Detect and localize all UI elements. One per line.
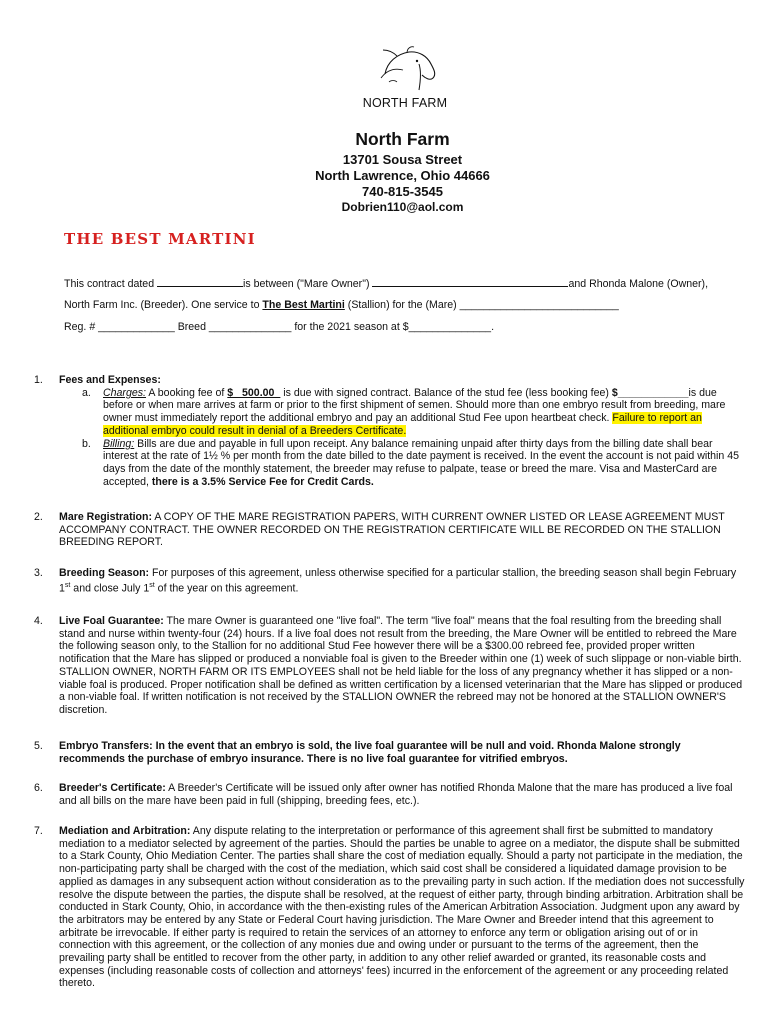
subsection-billing: [59, 438, 746, 489]
contract-date-label: This contract dated: [64, 278, 155, 290]
section-number: 4.: [34, 615, 43, 627]
highlighted-warning: Failure to report an additional embryo could result in denial of a Breeders Certificate.: [103, 412, 702, 437]
logo-wordmark: NORTH FARM: [362, 96, 448, 110]
billing-title: Billing:: [103, 437, 135, 450]
north-farm-logo: [355, 44, 455, 116]
subsection-charges: [59, 387, 746, 438]
service-label: North Farm Inc. (Breeder). One service to: [64, 299, 260, 311]
section-number: 1.: [34, 374, 43, 386]
reg-number-field[interactable]: _____________: [98, 321, 175, 333]
section-text: of the year on this agreement.: [154, 582, 299, 595]
section-text: In the event that an embryo is sold, the live foal guarantee will be null and void. Rhonda Malone strongly recommends the purchase of embryo insurance. There is no live foal guarantee for vitrified embryos.: [59, 740, 681, 765]
section-title: Fees and Expenses:: [59, 374, 161, 386]
section-number: 7.: [34, 825, 43, 837]
contract-line-1: [64, 277, 708, 290]
section-title: Mediation and Arbitration:: [59, 825, 191, 837]
credit-card-fee-note: there is a 3.5% Service Fee for Credit Cards.: [151, 475, 374, 488]
section-title: Embryo Transfers:: [59, 740, 153, 752]
contract-line-2: [64, 299, 619, 311]
street-address: 13701 Sousa Street: [342, 152, 463, 167]
reg-label: Reg. #: [64, 321, 99, 333]
season-price-field[interactable]: ______________.: [408, 321, 495, 333]
mare-owner-field[interactable]: [372, 277, 568, 287]
mare-owner-label: is between ("Mare Owner"): [243, 278, 370, 290]
section-number: 3.: [34, 567, 43, 579]
balance-field[interactable]: $____________: [611, 386, 689, 399]
billing-text: Bills are due and payable in full upon receipt. Any balance remaining unpaid after thirty days from the billing date shall bear interest at the rate of 1½ % per month from the date billed to the date payment is received. In the event the account is not paid within 45 days from the date of the monthly statement, the breeder may refuse to palpate, tease or breed the mare. Visa and MasterCard are accepted,: [103, 437, 740, 488]
section-title: Mare Registration:: [59, 511, 153, 523]
charges-text: is due with signed contract. Balance of the stud fee (less booking fee): [280, 386, 612, 399]
section-text: For purposes of this agreement, unless otherwise specified for a particular stallion, the breeding season shall begin February 1: [59, 567, 737, 595]
ordinal-suffix: st: [149, 581, 155, 589]
stallion-banner: THE BEST MARTINI: [64, 230, 256, 248]
section-number: 5.: [34, 740, 43, 752]
email-address: Dobrien110@aol.com: [341, 200, 464, 214]
horse-head-icon: [367, 44, 443, 96]
section-title: Live Foal Guarantee:: [59, 615, 164, 627]
section-text: A Breeder's Certificate will be issued only after owner has notified Rhonda Malone that the mare has produced a live foal and all bills on the mare have been paid in full (shipping, breeding fees, etc.).: [59, 782, 733, 807]
farm-name: North Farm: [355, 129, 450, 149]
charges-text: is due before or when mare arrives at farm or prior to the first shipment of semen. Should more than one embryo result from breeding, mare owner must immediately report the additional embryo and pay an additional Stud Fee upon heartbeat check.: [103, 386, 726, 425]
breed-season-label: Breed ______________ for the 2021 season at $: [174, 321, 409, 333]
sub-label: b.: [82, 437, 91, 450]
section-text: A COPY OF THE MARE REGISTRATION PAPERS, WITH CURRENT OWNER LISTED OR LEASE AGREEMENT MUST ACCOMPANY CONTRACT. THE OWNER RECORDED ON THE REGISTRATION CERTIFICATE WILL BE RECORDED ON THE STALLION BREEDING REPORT.: [59, 511, 725, 549]
contract-date-field[interactable]: [157, 277, 243, 287]
stallion-name-field[interactable]: The Best Martini: [262, 299, 345, 311]
mare-label: (Stallion) for the (Mare) ___________________________: [347, 299, 619, 311]
section-text: and close July 1: [70, 582, 150, 595]
phone-number: 740-815-3545: [362, 184, 443, 199]
sub-label: a.: [82, 386, 91, 399]
section-text: Any dispute relating to the interpretation or performance of this agreement shall first be submitted to mandatory mediation to a mediator selected by agreement of the parties. Should the parties be unable to agree on a mediator, the dispute shall be submitted to a Stark County, Ohio Mediation Center. The parties shall share the cost of mediation equally. Should a party not participate in the mediation, the non-participating party shall be charged with the cost of the mediation, which said cost shall be considered a liquidated damage provision to be applied as damages in any subsequent action without consideration as to the prevailing party in such action. If the mediation does not successfully resolve the dispute between the parties, the dispute shall be resolved, at the request of either party, through binding arbitration. Arbitration shall be conducted in Stark County, Ohio, in accordance with the then-existing rules of the American Arbitration Association. Judgment upon any award by the arbitrators may be entered by any State or Federal Court having jurisdiction. The Mare Owner and Breeder intend that this agreement to arbitrate be irrevocable. If either party is required to retain the services of an attorney to enforce any term or obligation arising out of or in connection with this agreement, or the collection of any monies due and owing under or pursuant to the terms of the agreement, then the prevailing party shall be entitled to recover from the other party, in addition to any other relief awarded or granted, its reasonable costs and expenses (including reasonable costs of collection and attorneys' fees) incurred in the enforcement of the agreement or any proceeding related thereto.: [59, 825, 745, 990]
section-title: Breeding Season:: [59, 567, 150, 579]
section-number: 2.: [34, 511, 43, 523]
city-address: North Lawrence, Ohio 44666: [315, 168, 490, 183]
ordinal-suffix: st: [64, 581, 71, 589]
owner-label: and Rhonda Malone (Owner),: [568, 278, 709, 290]
section-text: The mare Owner is guaranteed one "live foal". The term "live foal" means that the foal resulting from the breeding shall stand and nurse within twenty-four (24) hours. If a live foal does not result from the breeding, the Mare Owner will be entitled to rebreed the Mare the following season only, to the Stallion for no additional Stud Fee however there will be a $300.00 rebreed fee, provided proper written notification that the Mare has slipped or produced a nonviable foal is given to the Breeder within one (1) week of such slippage or non-viable birth. STALLION OWNER, NORTH FARM OR ITS EMPLOYEES shall not be held liable for the loss of any pregnancy whether it has slipped or a non-viable foal is produced. Proper notification shall be defined as written certification by a licensed veterinarian that the Mare has slipped or produced a non-viable foal. If written notification is not received by the STALLION OWNER the rebreed may not be honored at the STALLION OWNER'S discretion.: [59, 615, 743, 716]
charges-text: A booking fee of: [146, 386, 228, 399]
section-title: Breeder's Certificate:: [59, 782, 166, 794]
charges-title: Charges:: [103, 386, 146, 399]
section-number: 6.: [34, 782, 43, 794]
contract-line-3: [64, 321, 494, 333]
booking-fee-field[interactable]: $_ 500.00_: [227, 386, 281, 399]
